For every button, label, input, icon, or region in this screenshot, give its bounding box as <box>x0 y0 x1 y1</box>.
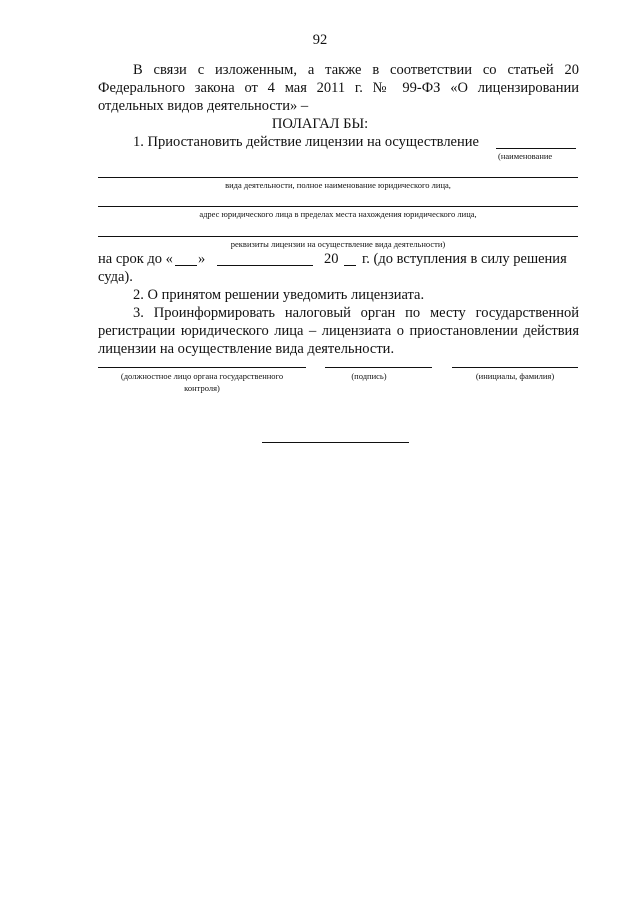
closing-divider <box>262 442 409 443</box>
intro-line-2: Федерального закона от 4 мая 2011 г. № 99-ФЗ «О лицензировании <box>98 80 579 96</box>
item1-text: 1. Приостановить действие лицензии на осуществление <box>133 134 479 150</box>
signature-name-label: (инициалы, фамилия) <box>475 371 555 381</box>
fill-line-1 <box>98 177 578 178</box>
signature-official-line <box>98 367 306 368</box>
signature-name-line <box>452 367 578 368</box>
signature-sign-line <box>325 367 432 368</box>
term-day-line <box>175 265 197 266</box>
hint-name: (наименование <box>498 151 553 161</box>
item3-line-2: регистрации юридического лица – лицензиата о приостановлении действия <box>98 323 579 339</box>
hint-activity: вида деятельности, полное наименование юридического лица, <box>225 180 451 190</box>
intro-line-1: В связи с изложенным, а также в соответствии со статьей 20 <box>133 62 579 78</box>
term-year-line <box>344 265 356 266</box>
signature-official-label-2: контроля) <box>184 383 220 393</box>
term-year: 20 <box>324 251 339 267</box>
term-quote-close: » <box>198 251 206 267</box>
hint-address: адрес юридического лица в пределах места нахождения юридического лица, <box>199 209 477 219</box>
term-line-2: суда). <box>98 269 133 285</box>
term-prefix: на срок до « <box>98 251 173 267</box>
term-month-line <box>217 265 313 266</box>
item3-line-3: лицензии на осуществление вида деятельности. <box>98 341 395 357</box>
fill-line-3 <box>98 236 578 237</box>
term-rest: г. (до вступления в силу решения <box>362 251 567 267</box>
intro-line-3: отдельных видов деятельности» – <box>98 98 309 114</box>
item3-line-1: 3. Проинформировать налоговый орган по месту государственной <box>133 305 579 321</box>
signature-sign-label: (подпись) <box>351 371 387 381</box>
hint-license: реквизиты лицензии на осуществление вида деятельности) <box>230 239 446 249</box>
page-number: 92 <box>312 32 328 48</box>
fill-line-2 <box>98 206 578 207</box>
item2: 2. О принятом решении уведомить лицензиата. <box>133 287 425 303</box>
signature-official-label: (должностное лицо органа государственного <box>120 371 284 381</box>
heading: ПОЛАГАЛ БЫ: <box>271 116 369 132</box>
item1-fill-line <box>496 148 576 149</box>
